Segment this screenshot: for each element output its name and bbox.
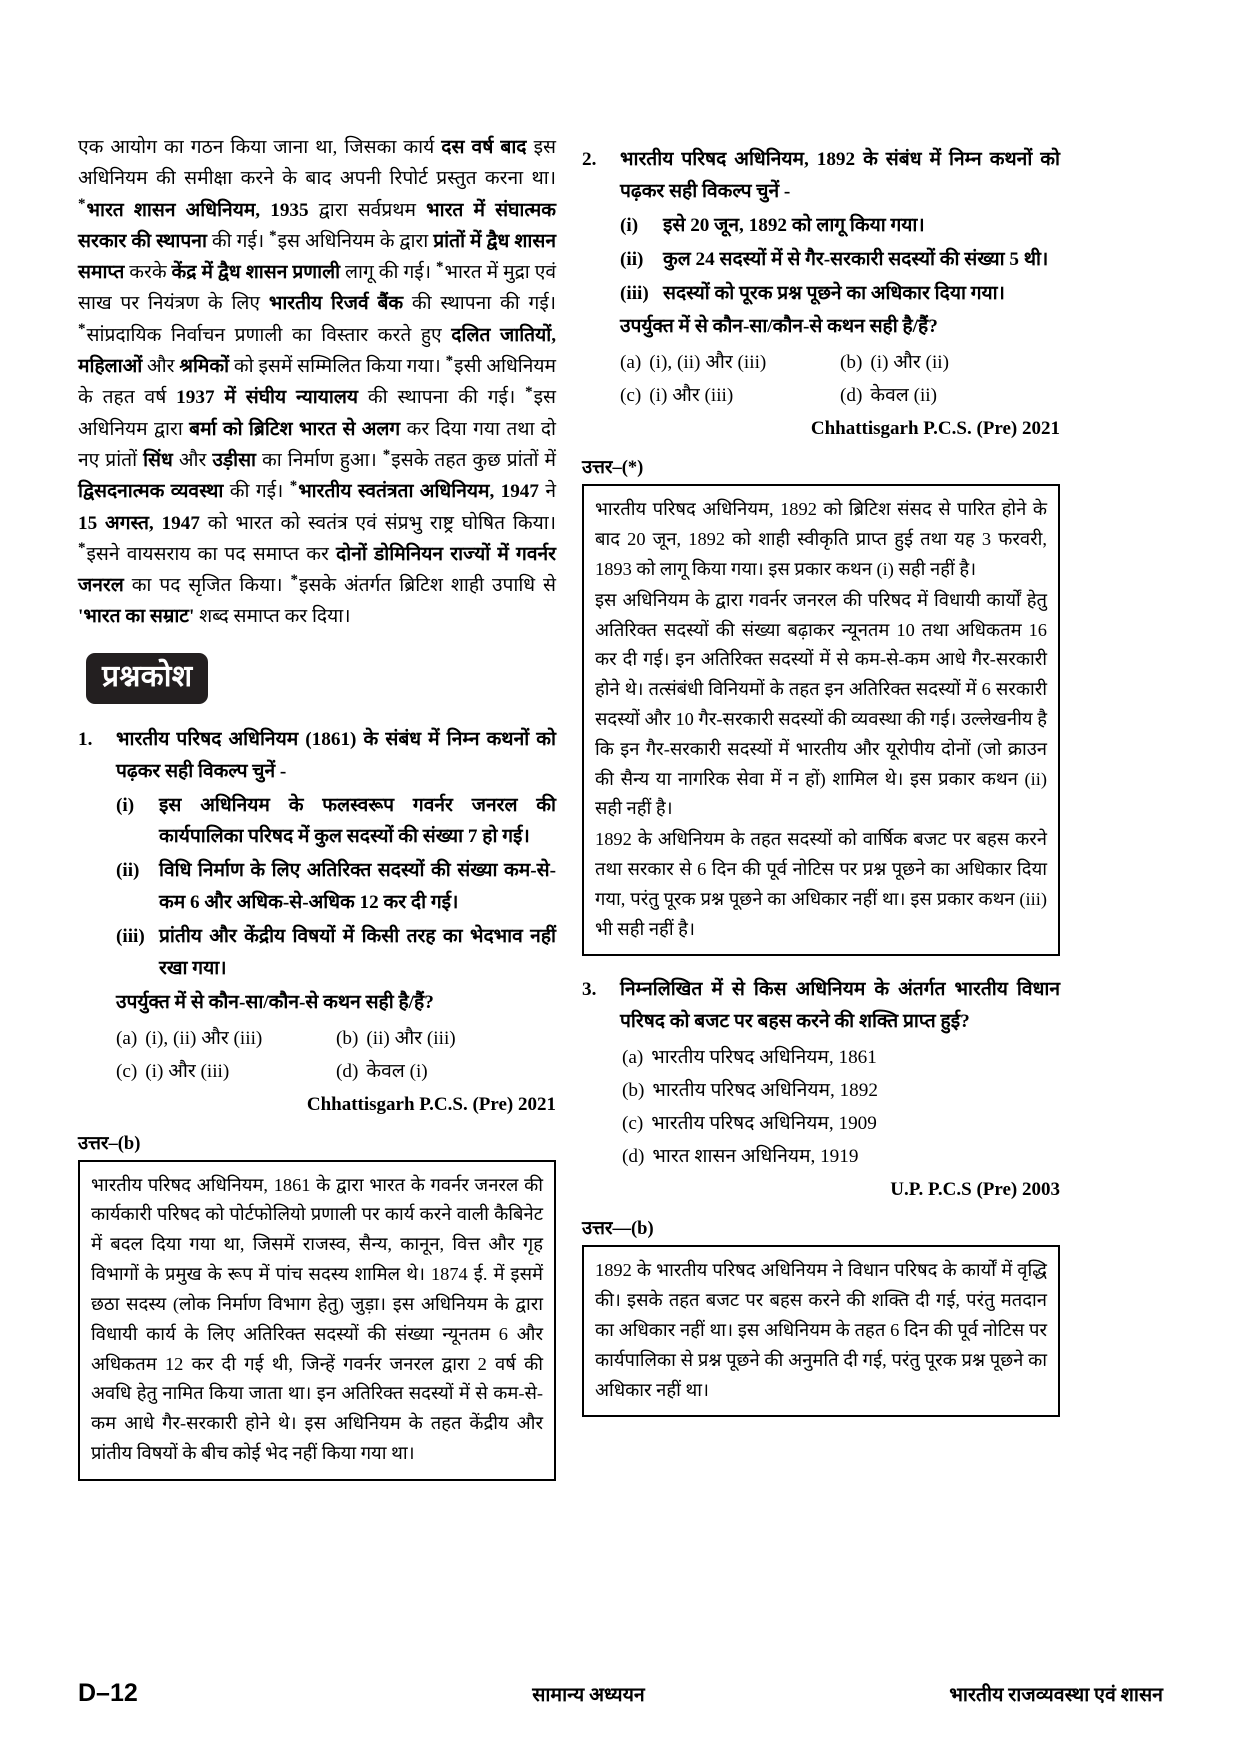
option-value: भारत शासन अधिनियम, 1919 — [652, 1146, 859, 1168]
explanation-paragraph: भारतीय परिषद अधिनियम, 1892 को ब्रिटिश संसद से पारित होने के बाद 20 जून, 1892 को शाही स्वीकृति प्राप्त हुई तथा यह 3 फरवरी, 1893 को लागू किया गया। इस प्रकार कथन (i) सही नहीं है। — [595, 499, 1047, 579]
option-row — [620, 1107, 1060, 1140]
body-text: की गई। — [223, 481, 290, 503]
option-key: (b) — [840, 352, 863, 374]
question-2-number: 2. — [582, 149, 597, 170]
question-3-number: 3. — [582, 979, 597, 1001]
statement-label: (i) — [116, 794, 135, 816]
emphasized-text: भारत शासन अधिनियम, 1935 — [86, 199, 309, 221]
body-text: इस अधिनियम की समीक्षा करने के बाद अपनी रिपोर्ट प्रस्तुत करना था। — [78, 137, 556, 190]
two-column-layout — [78, 132, 1060, 1481]
body-text: की स्थापना की गई। — [403, 293, 557, 315]
question-2-statement — [620, 210, 1060, 242]
bullet-star-icon: * — [289, 477, 298, 494]
bullet-star-icon: * — [445, 352, 454, 369]
option-row — [116, 1022, 556, 1055]
right-column — [582, 132, 1060, 1417]
question-2-statement — [620, 244, 1060, 276]
option-value: भारतीय परिषद अधिनियम, 1909 — [651, 1113, 877, 1135]
statement-label: (ii) — [116, 860, 140, 882]
explanation-paragraph: 1892 के भारतीय परिषद अधिनियम ने विधान परिषद के कार्यों में वृद्धि की। इसके तहत बजट पर बहस करने की शक्ति दी गई, परंतु मतदान का अधिकार नहीं था। इस अधिनियम के तहत 6 दिन की पूर्व नोटिस पर कार्यपालिका से प्रश्न पूछने की अनुमति दी गई, परंतु पूरक प्रश्न पूछने का अधिकार नहीं था। — [595, 1260, 1047, 1400]
footer-topic: भारतीय राजव्यवस्था एवं शासन — [949, 1685, 1163, 1706]
question-1-statement — [116, 855, 556, 919]
question-2 — [582, 144, 1060, 440]
body-text: शब्द समाप्त कर दिया। — [194, 606, 351, 628]
question-2-answer-label: उत्तर–(*) — [582, 458, 644, 479]
option-key: (a) — [116, 1027, 138, 1049]
option-key: (d) — [840, 385, 863, 407]
body-text: ने — [538, 481, 556, 503]
question-1 — [78, 724, 556, 1116]
emphasized-text: सिंध — [143, 449, 173, 471]
question-1-options — [116, 1022, 556, 1088]
option-b[interactable] — [336, 1022, 556, 1055]
question-2-body — [620, 144, 1060, 440]
question-2-stem: भारतीय परिषद अधिनियम, 1892 के संबंध में निम्न कथनों को पढ़कर सही विकल्प चुनें - — [620, 149, 1060, 202]
statement-label: (iii) — [116, 926, 145, 947]
emphasized-text: भारत में संघात्मक सरकार की स्थापना — [78, 199, 556, 252]
bullet-star-icon: * — [382, 446, 391, 463]
option-d[interactable] — [620, 1140, 1060, 1173]
option-a[interactable] — [620, 346, 840, 379]
bullet-star-icon: * — [78, 540, 86, 557]
question-1-statement — [116, 790, 556, 854]
question-2-source: Chhattisgarh P.C.S. (Pre) 2021 — [810, 418, 1060, 440]
option-c[interactable] — [116, 1055, 336, 1088]
body-text: इसने वायसराय का पद समाप्त कर — [86, 543, 337, 565]
bullet-star-icon: * — [435, 258, 444, 275]
emphasized-text: केंद्र में द्वैध शासन प्रणाली — [171, 262, 341, 284]
option-c[interactable] — [620, 379, 840, 412]
question-3-explanation-box — [582, 1245, 1060, 1417]
option-value: (i), (ii) और (iii) — [649, 352, 767, 374]
body-text: इसी अधिनियम के तहत वर्ष — [78, 356, 556, 409]
option-row — [620, 346, 1060, 379]
option-row — [116, 1055, 556, 1088]
question-3-body — [620, 974, 1060, 1201]
option-b[interactable] — [620, 1074, 1060, 1107]
question-2-ask: उपर्युक्त में से कौन-सा/कौन-से कथन सही है/हैं? — [620, 316, 938, 338]
question-1-ask: उपर्युक्त में से कौन-सा/कौन-से कथन सही है/हैं? — [116, 991, 434, 1013]
question-3-options — [620, 1041, 1060, 1173]
emphasized-text: द्विसदनात्मक व्यवस्था — [78, 481, 224, 503]
bullet-star-icon: * — [78, 321, 86, 338]
body-text: को भारत को स्वतंत्र एवं संप्रभु राष्ट्र घोषित किया। — [199, 512, 556, 534]
statement-text: कुल 24 सदस्यों में से गैर-सरकारी सदस्यों की संख्या 5 थी। — [663, 248, 1049, 270]
body-text: को इसमें सम्मिलित किया गया। — [229, 356, 446, 378]
footer-page-number: D–12 — [78, 1679, 138, 1707]
option-a[interactable] — [620, 1041, 1060, 1074]
option-key: (b) — [622, 1080, 645, 1102]
option-d[interactable] — [336, 1055, 556, 1088]
option-b[interactable] — [840, 346, 1060, 379]
question-3-stem: निम्नलिखित में से किस अधिनियम के अंतर्गत भारतीय विधान परिषद को बजट पर बहस करने की शक्ति प्राप्त हुई? — [620, 979, 1060, 1033]
emphasized-text: बर्मा को ब्रिटिश भारत से अलग — [189, 418, 401, 440]
body-text: इसके तहत कुछ प्रांतों में — [391, 449, 556, 471]
question-2-statement — [620, 278, 1060, 310]
statement-label: (i) — [620, 214, 639, 236]
option-key: (c) — [622, 1113, 644, 1135]
option-value: केवल (ii) — [870, 385, 938, 407]
question-1-body — [116, 724, 556, 1116]
body-text: लागू की गई। — [340, 262, 436, 284]
option-key: (d) — [336, 1060, 359, 1082]
option-row — [620, 379, 1060, 412]
option-row — [620, 1074, 1060, 1107]
option-key: (c) — [620, 385, 642, 407]
question-1-explanation-box — [78, 1160, 556, 1481]
bullet-star-icon: * — [525, 383, 533, 400]
body-text: भारत में मुद्रा एवं साख पर नियंत्रण के लिए — [78, 262, 557, 315]
bullet-star-icon: * — [290, 571, 298, 588]
emphasized-text: 'भारत का सम्राट' — [78, 606, 195, 628]
emphasized-text: श्रमिकों — [179, 356, 230, 378]
question-2-options — [620, 346, 1060, 412]
emphasized-text: भारतीय रिजर्व बैंक — [268, 293, 404, 315]
section-heading-wrapper — [86, 653, 556, 704]
option-value: (i), (ii) और (iii) — [145, 1027, 263, 1049]
emphasized-text: दोनों डोमिनियन राज्यों में गवर्नर जनरल — [78, 543, 556, 597]
emphasized-text: 1937 में संघीय न्यायालय — [176, 387, 359, 409]
body-text: द्वारा सर्वप्रथम — [308, 199, 427, 221]
continued-paragraph — [78, 132, 556, 633]
option-value: भारतीय परिषद अधिनियम, 1892 — [652, 1080, 878, 1102]
body-text: करके — [124, 262, 172, 284]
statement-label: (iii) — [620, 282, 649, 304]
statement-label: (ii) — [620, 248, 644, 270]
emphasized-text: दलित जातियों, महिलाओं — [78, 324, 556, 378]
question-2-explanation-box — [582, 484, 1060, 956]
body-text: की स्थापना की गई। — [358, 387, 526, 409]
option-value: केवल (i) — [366, 1060, 428, 1082]
option-value: (ii) और (iii) — [366, 1027, 456, 1049]
option-key: (a) — [620, 352, 642, 374]
body-text: एक आयोग का गठन किया जाना था, जिसका कार्य — [78, 137, 442, 158]
emphasized-text: दस वर्ष बाद — [441, 137, 527, 158]
explanation-paragraph: इस अधिनियम के द्वारा गवर्नर जनरल की परिषद में विधायी कार्यों हेतु अतिरिक्त सदस्यों की संख्या बढ़ाकर न्यूनतम 10 तथा अधिकतम 16 कर दी गई। इन अतिरिक्त सदस्यों में से कम-से-कम आधे गैर-सरकारी होने थे। तत्संबंधी विनियमों के तहत इन अतिरिक्त सदस्यों में 6 सरकारी सदस्यों और 10 गैर-सरकारी सदस्यों की व्यवस्था की गई। उल्लेखनीय है कि इन गैर-सरकारी सदस्यों में भारतीय और यूरोपीय दोनों (जो क्राउन की सैन्य या नागरिक सेवा में न हों) शामिल थे। इस प्रकार कथन (ii) सही नहीं है। — [595, 589, 1047, 819]
question-3-answer-label: उत्तर—(b) — [582, 1219, 654, 1240]
emphasized-text: प्रांतों में द्वैध शासन समाप्त — [78, 230, 556, 284]
question-1-statement — [116, 921, 556, 985]
footer-subject: सामान्य अध्ययन — [532, 1685, 645, 1706]
question-1-source: Chhattisgarh P.C.S. (Pre) 2021 — [306, 1093, 556, 1115]
option-key: (a) — [622, 1047, 644, 1069]
option-a[interactable] — [116, 1022, 336, 1055]
statement-text: सदस्यों को पूरक प्रश्न पूछने का अधिकार दिया गया। — [663, 282, 1005, 304]
explanation-paragraph: 1892 के अधिनियम के तहत सदस्यों को वार्षिक बजट पर बहस करने तथा सरकार से 6 दिन की पूर्व नोटिस पर प्रश्न पूछने का अधिकार दिया गया, परंतु पूरक प्रश्न पूछने का अधिकार नहीं था। इस प्रकार कथन (iii) भी सही नहीं है। — [595, 829, 1047, 939]
question-1-stem: भारतीय परिषद अधिनियम (1861) के संबंध में निम्न कथनों को पढ़कर सही विकल्प चुनें - — [116, 728, 556, 782]
question-3-source: U.P. P.C.S (Pre) 2003 — [890, 1179, 1060, 1201]
body-text: की गई। — [206, 230, 270, 252]
option-d[interactable] — [840, 379, 1060, 412]
body-text: और — [172, 449, 213, 471]
question-3 — [582, 974, 1060, 1201]
emphasized-text: 15 अगस्त, 1947 — [78, 512, 200, 534]
statement-text: इसे 20 जून, 1892 को लागू किया गया। — [663, 214, 925, 236]
option-c[interactable] — [620, 1107, 1060, 1140]
bullet-star-icon: * — [269, 227, 277, 244]
body-text: इस अधिनियम द्वारा — [78, 387, 556, 440]
body-text: इसके अंतर्गत ब्रिटिश शाही उपाधि से — [298, 575, 557, 597]
body-text: का पद सृजित किया। — [123, 575, 291, 597]
question-1-number: 1. — [78, 728, 93, 750]
option-value: भारतीय परिषद अधिनियम, 1861 — [651, 1047, 877, 1069]
option-key: (d) — [622, 1146, 645, 1168]
option-value: (i) और (iii) — [649, 385, 734, 407]
body-text: और — [142, 356, 180, 378]
body-text: कर दिया गया तथा दो नए प्रांतों — [78, 418, 556, 471]
body-text: इस अधिनियम के द्वारा — [277, 230, 434, 252]
option-value: (i) और (ii) — [870, 352, 949, 374]
emphasized-text: उड़ीसा — [212, 449, 257, 471]
body-text: सांप्रदायिक निर्वाचन प्रणाली का विस्तार करते हुए — [86, 324, 452, 346]
option-value: (i) और (iii) — [145, 1060, 230, 1082]
emphasized-text: भारतीय स्वतंत्रता अधिनियम, 1947 — [298, 481, 539, 503]
explanation-paragraph: भारतीय परिषद अधिनियम, 1861 के द्वारा भारत के गवर्नर जनरल की कार्यकारी परिषद को पोर्टफोलियो प्रणाली पर कार्य करने वाली कैबिनेट में बदल दिया गया था, जिसमें राजस्व, सैन्य, कानून, वित्त और गृह विभागों के प्रमुख के रूप में पांच सदस्य शामिल थे। 1874 ई. में इसमें छठा सदस्य (लोक निर्माण विभाग हेतु) जुड़ा। इस अधिनियम के द्वारा विधायी कार्य के लिए अतिरिक्त सदस्यों की संख्या न्यूनतम 6 और अधिकतम 12 कर दी गई थी, जिन्हें गवर्नर जनरल द्वारा 2 वर्ष की अवधि हेतु नामित किया जाता था। इन अतिरिक्त सदस्यों में से कम-से-कम आधे गैर-सरकारी होने थे। इस अधिनियम के तहत केंद्रीय और प्रांतीय विषयों के बीच कोई भेद नहीं किया गया था। — [91, 1174, 543, 1463]
section-heading-chip: प्रश्नकोश — [86, 653, 208, 704]
statement-text: इस अधिनियम के फलस्वरूप गवर्नर जनरल की कार्यपालिका परिषद में कुल सदस्यों की संख्या 7 हो गई। — [159, 794, 556, 848]
bullet-star-icon: * — [78, 196, 86, 213]
option-row — [620, 1140, 1060, 1173]
body-text: का निर्माण हुआ। — [256, 449, 383, 471]
option-key: (b) — [336, 1027, 359, 1049]
left-column — [78, 132, 556, 1481]
option-key: (c) — [116, 1060, 138, 1082]
question-1-answer-label: उत्तर–(b) — [78, 1133, 141, 1154]
statement-text: प्रांतीय और केंद्रीय विषयों में किसी तरह का भेदभाव नहीं रखा गया। — [159, 926, 556, 979]
statement-text: विधि निर्माण के लिए अतिरिक्त सदस्यों की संख्या कम-से-कम 6 और अधिक-से-अधिक 12 कर दी गई। — [159, 860, 556, 914]
option-row — [620, 1041, 1060, 1074]
page-footer — [78, 1679, 1163, 1708]
